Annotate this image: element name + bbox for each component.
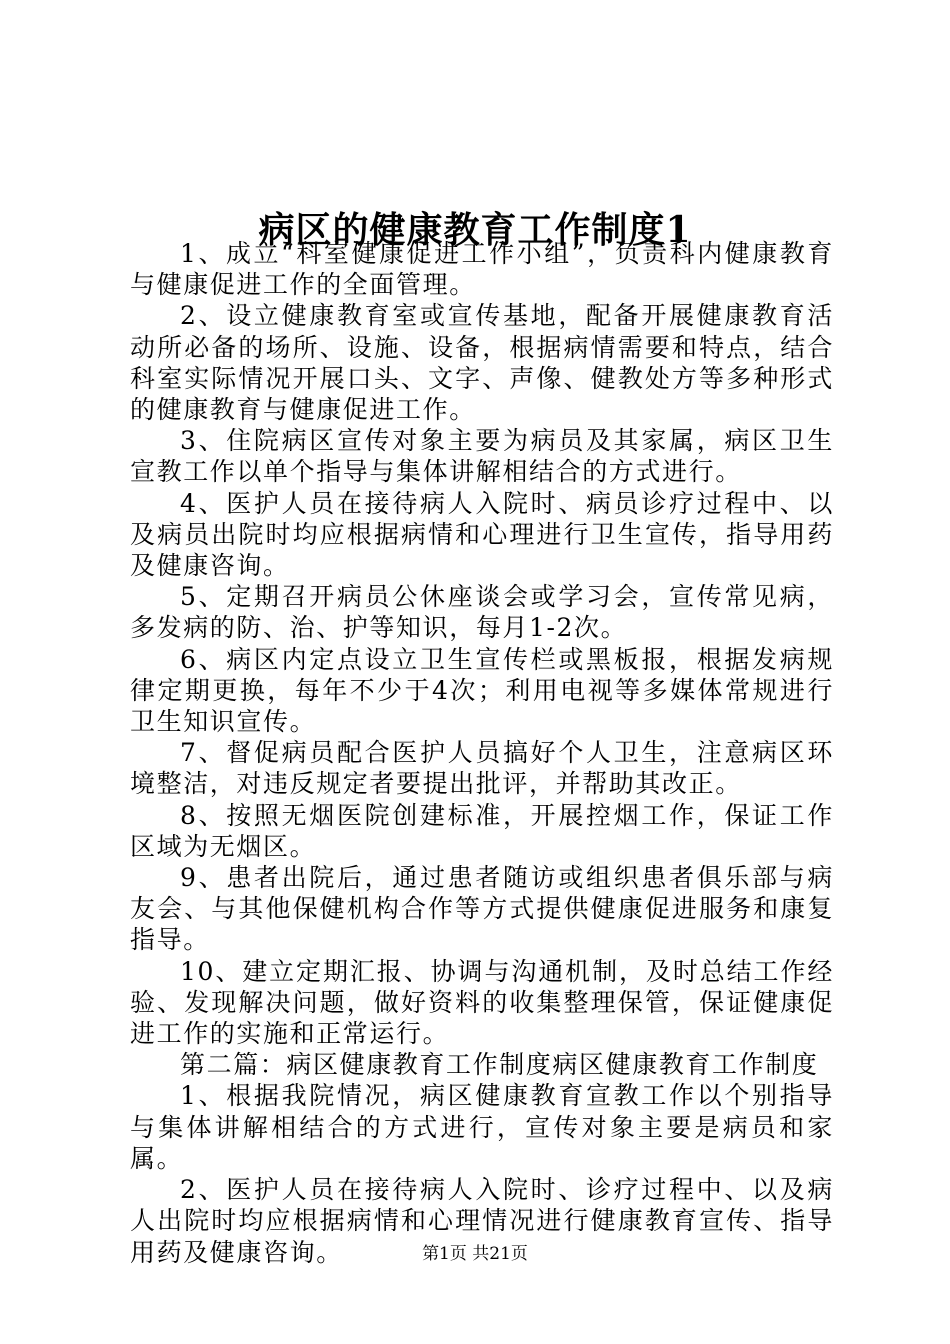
section-heading-part-two: 第二篇：病区健康教育工作制度病区健康教育工作制度	[180, 1050, 819, 1080]
paragraph-3: 3、住院病区宣传对象主要为病员及其家属，病区卫生宣教工作以单个指导与集体讲解相结合的方式进行。	[130, 426, 834, 487]
document-title: 病区的健康教育工作制度1	[258, 209, 692, 252]
paragraph-part-two-1: 1、根据我院情况，病区健康教育宣教工作以个别指导与集体讲解相结合的方式进行，宣传对象主要是病员和家属。	[130, 1081, 834, 1173]
paragraph-5: 5、定期召开病员公休座谈会或学习会，宣传常见病，多发病的防、治、护等知识，每月1-2次。	[130, 582, 834, 643]
paragraph-part-two-2: 2、医护人员在接待病人入院时、诊疗过程中、以及病人出院时均应根据病情和心理情况进行健康教育宣传、指导用药及健康咨询。	[130, 1175, 834, 1267]
paragraph-8: 8、按照无烟医院创建标准，开展控烟工作，保证工作区域为无烟区。	[130, 800, 834, 861]
page-footer: 第1页 共21页	[422, 1244, 528, 1264]
paragraph-7: 7、督促病员配合医护人员搞好个人卫生，注意病区环境整洁，对违反规定者要提出批评，并帮助其改正。	[130, 738, 834, 799]
paragraph-1: 1、成立“科室健康促进工作小组”，负责科内健康教育与健康促进工作的全面管理。	[130, 239, 834, 300]
paragraph-2: 2、设立健康教育室或宣传基地，配备开展健康教育活动所必备的场所、设施、设备，根据病情需要和特点，结合科室实际情况开展口头、文字、声像、健教处方等多种形式的健康教育与健康促进工作。	[130, 301, 834, 425]
paragraph-9: 9、患者出院后，通过患者随访或组织患者俱乐部与病友会、与其他保健机构合作等方式提供健康促进服务和康复指导。	[130, 863, 834, 955]
paragraph-4: 4、医护人员在接待病人入院时、病员诊疗过程中、以及病员出院时均应根据病情和心理进行卫生宣传，指导用药及健康咨询。	[130, 488, 834, 581]
paragraph-6: 6、病区内定点设立卫生宣传栏或黑板报，根据发病规律定期更换，每年不少于4次；利用电视等多媒体常规进行卫生知识宣传。	[130, 644, 834, 737]
paragraph-10: 10、建立定期汇报、协调与沟通机制，及时总结工作经验、发现解决问题，做好资料的收集整理保管，保证健康促进工作的实施和正常运行。	[130, 956, 834, 1049]
document-body	[130, 238, 834, 1268]
